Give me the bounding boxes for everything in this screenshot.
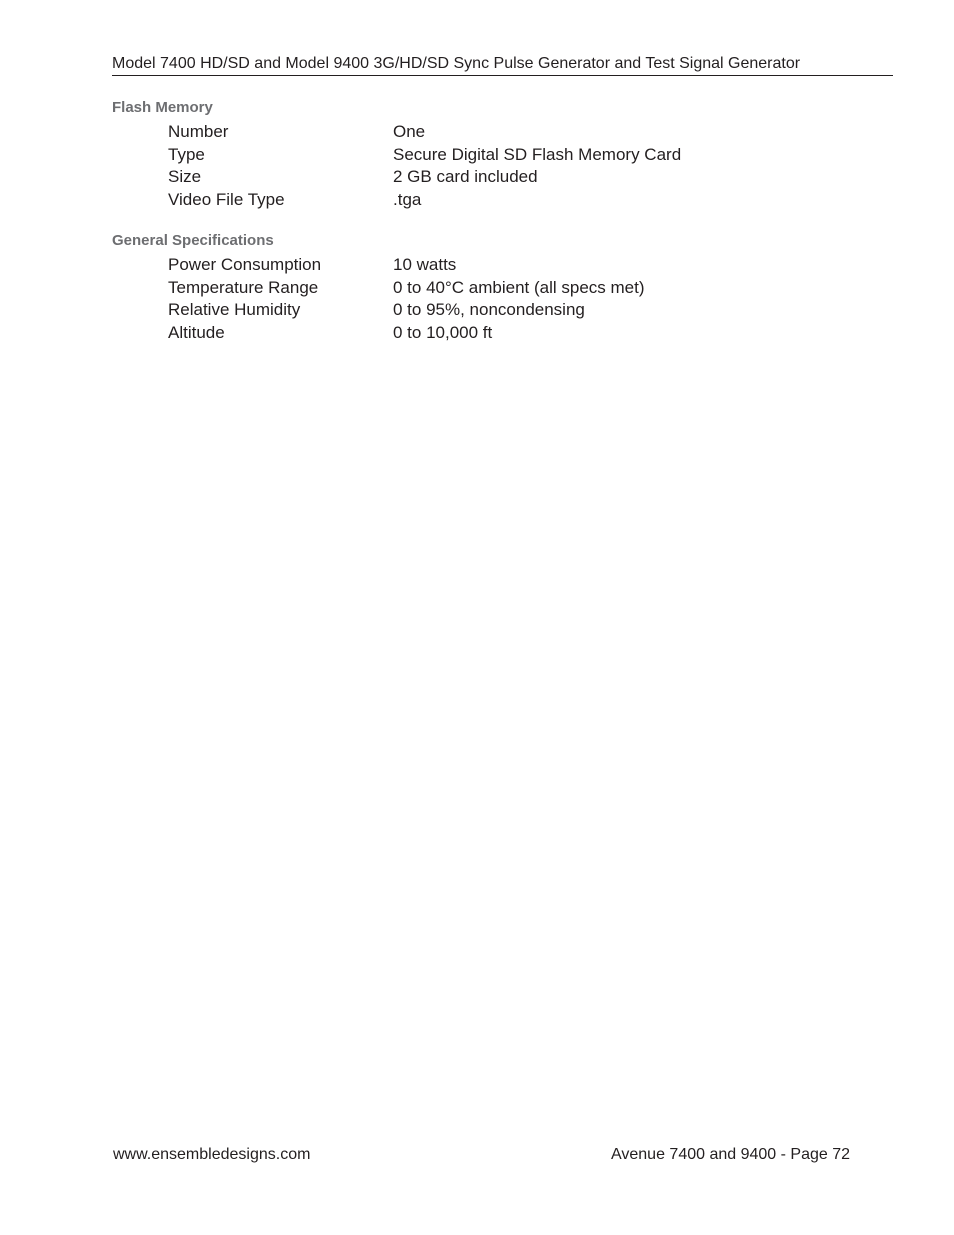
section-general-specifications xyxy=(112,232,812,344)
spec-value: Secure Digital SD Flash Memory Card xyxy=(393,144,682,164)
spec-label: Number xyxy=(168,122,229,141)
section-title: General Specifications xyxy=(112,232,274,249)
spec-row-temperature-range xyxy=(112,277,812,300)
section-flash-memory xyxy=(112,99,812,211)
spec-row-type xyxy=(112,144,812,167)
spec-value: 10 watts xyxy=(393,255,457,274)
spec-row-altitude xyxy=(112,322,812,345)
spec-label: Power Consumption xyxy=(168,255,322,274)
spec-label: Altitude xyxy=(168,322,225,342)
spec-value: 2 GB card included xyxy=(393,167,538,186)
footer-page-label: Avenue 7400 and 9400 - Page 72 xyxy=(611,1146,851,1163)
spec-label: Size xyxy=(168,167,202,186)
spec-value: 0 to 95%, noncondensing xyxy=(393,300,585,319)
spec-row-number xyxy=(112,121,812,144)
spec-value: .tga xyxy=(393,189,422,209)
spec-label: Video File Type xyxy=(168,189,285,209)
spec-value: 0 to 10,000 ft xyxy=(393,322,493,342)
spec-value: One xyxy=(393,122,426,141)
spec-value: 0 to 40°C ambient (all specs met) xyxy=(393,277,645,297)
header-divider xyxy=(112,75,893,76)
spec-label: Relative Humidity xyxy=(168,300,301,319)
section-title: Flash Memory xyxy=(112,99,213,116)
spec-label: Type xyxy=(168,144,205,164)
spec-row-size xyxy=(112,166,812,189)
spec-row-relative-humidity xyxy=(112,299,812,322)
spec-label: Temperature Range xyxy=(168,277,319,297)
spec-row-video-file-type xyxy=(112,189,812,212)
page-header-title: Model 7400 HD/SD and Model 9400 3G/HD/SD Sync Pulse Generator and Test Signal Generator xyxy=(112,55,801,72)
footer-website: www.ensembledesigns.com xyxy=(113,1146,311,1163)
spec-row-power-consumption xyxy=(112,254,812,277)
